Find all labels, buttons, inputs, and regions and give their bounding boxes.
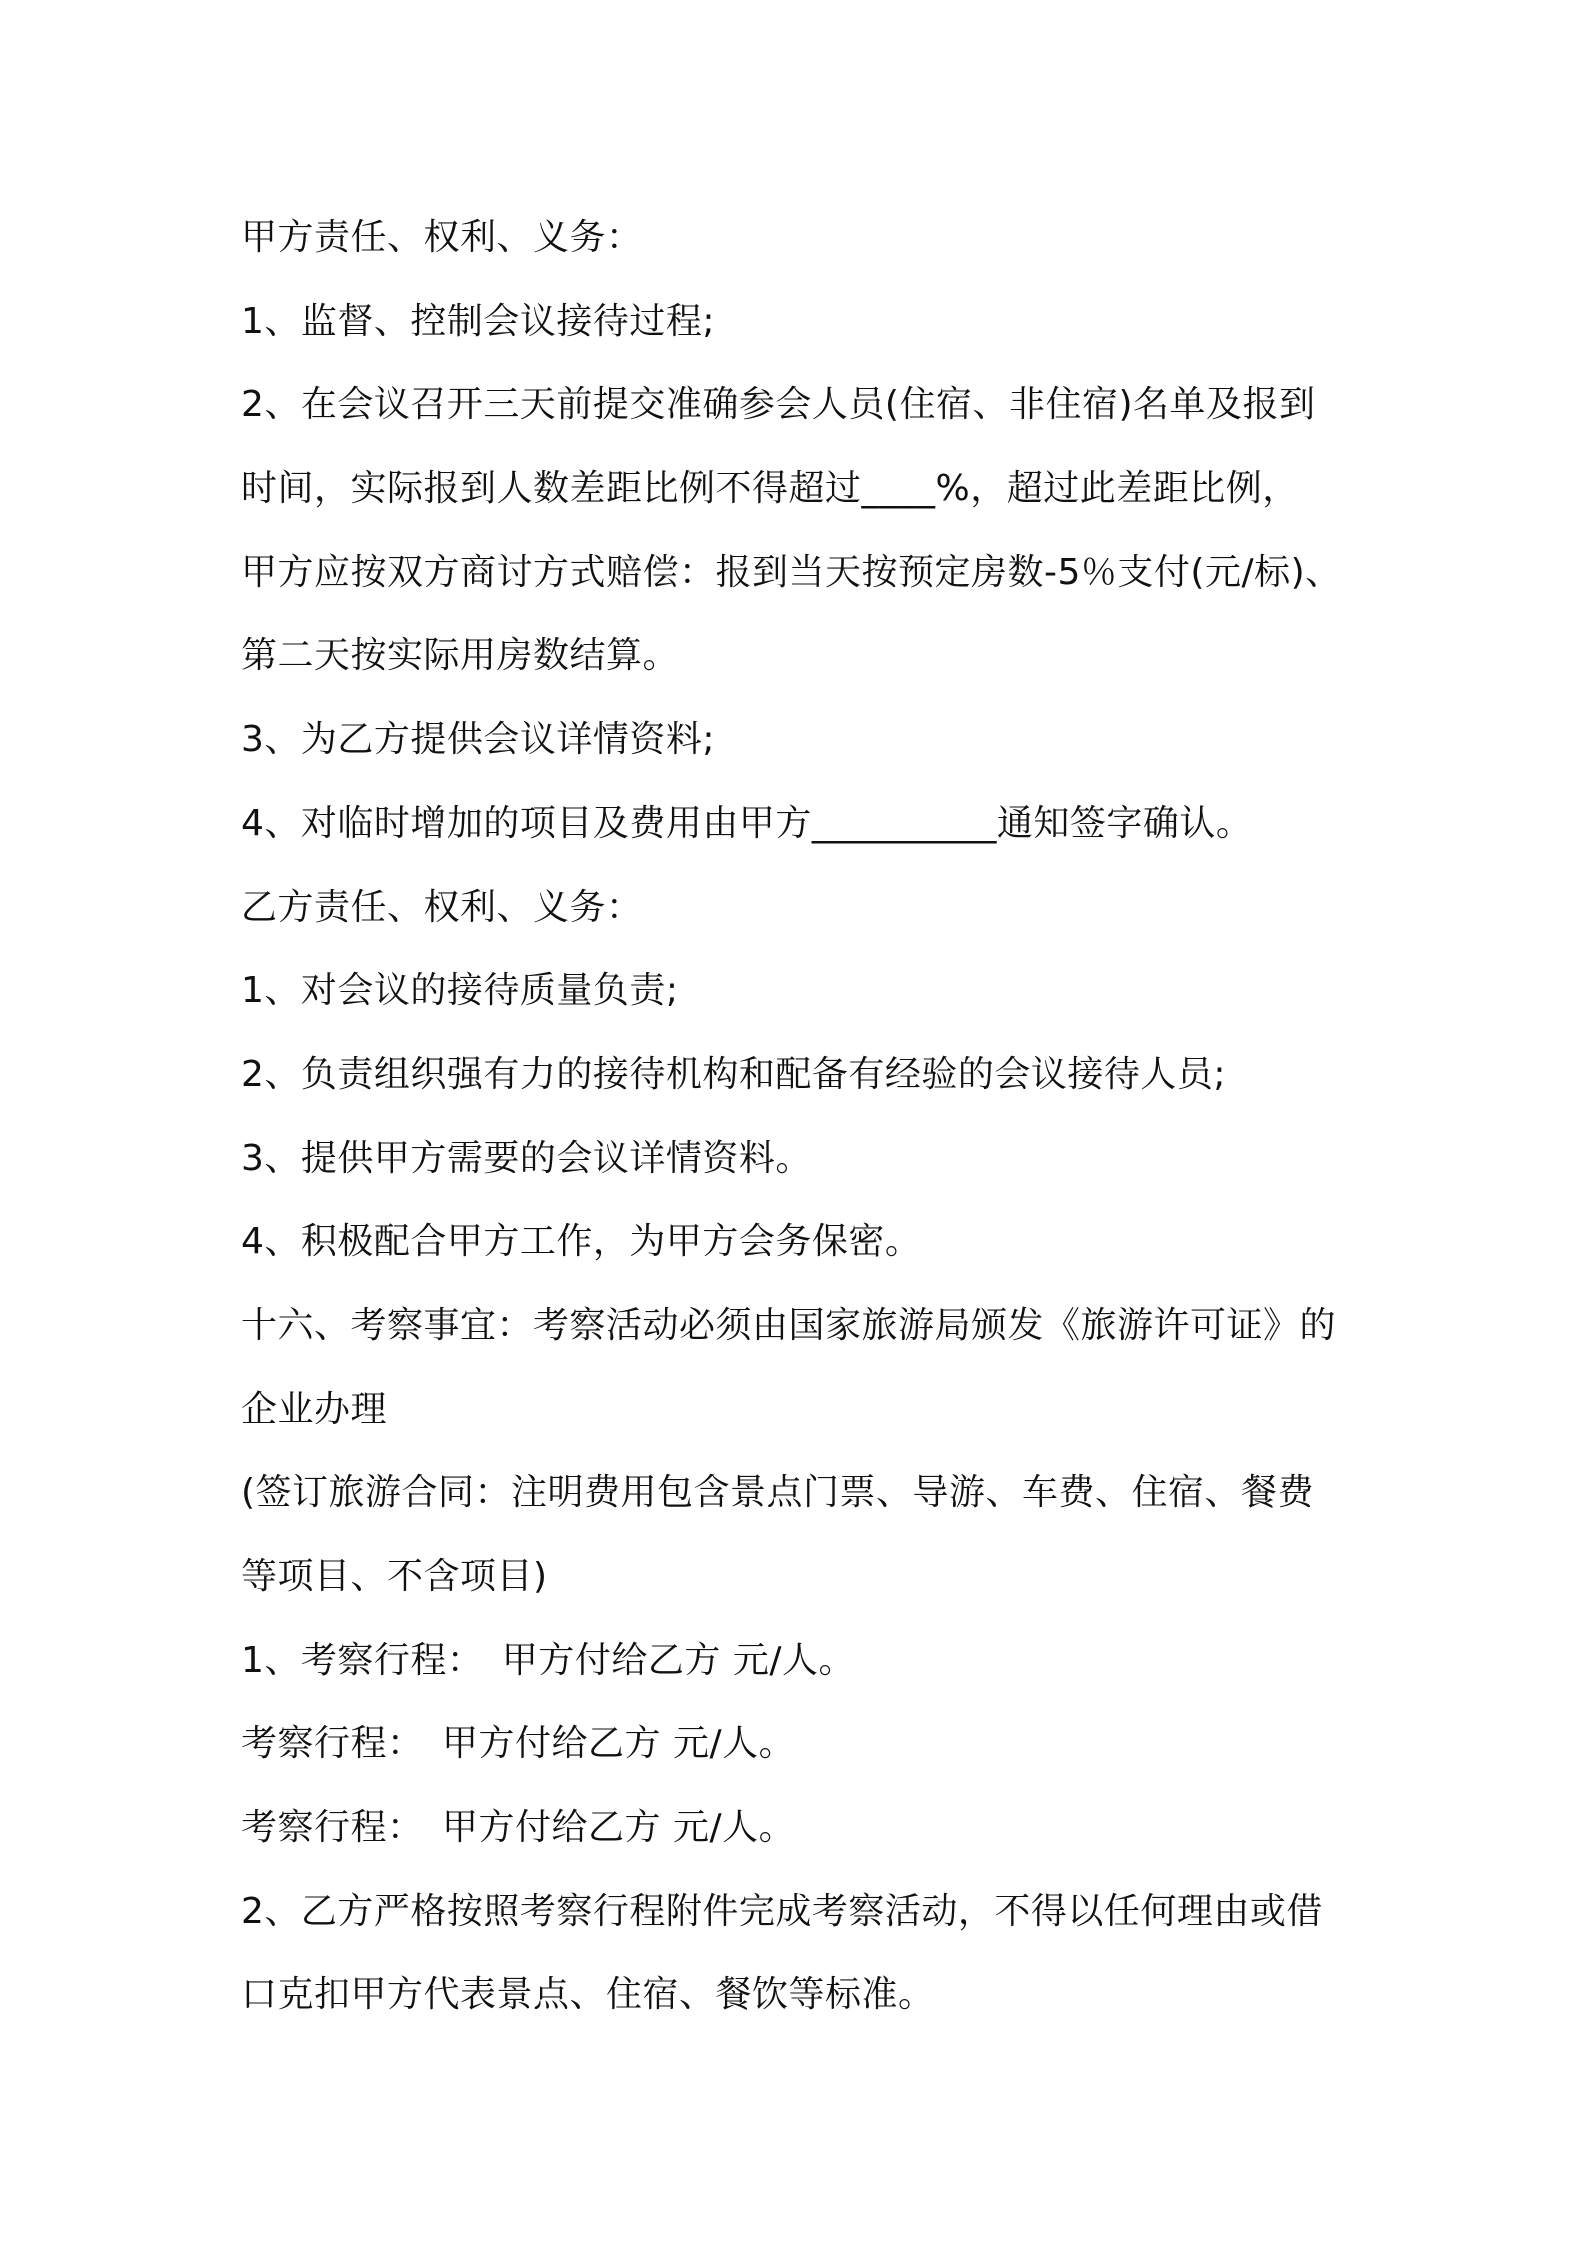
party-a-item-2-cont: 甲方应按双方商讨方式赔偿：报到当天按预定房数-5％支付(元/标)、 xyxy=(241,551,1342,593)
inspection-item-2-cont: 口克扣甲方代表景点、住宿、餐饮等标准。 xyxy=(241,1974,935,2016)
party-a-item-2-cont: 第二天按实际用房数结算。 xyxy=(241,635,680,677)
inspection-item-1: 1、考察行程： 甲方付给乙方 元/人。 xyxy=(241,1639,855,1681)
inspection-note: (签订旅游合同：注明费用包含景点门票、导游、车费、住宿、餐费 xyxy=(241,1472,1315,1514)
party-a-item-2: 2、在会议召开三天前提交准确参会人员(住宿、非住宿)名单及报到 xyxy=(241,384,1316,426)
party-a-item-1: 1、监督、控制会议接待过程; xyxy=(241,300,716,342)
party-b-item-3: 3、提供甲方需要的会议详情资料。 xyxy=(241,1137,812,1179)
inspection-item-2: 2、乙方严格按照考察行程附件完成考察活动，不得以任何理由或借 xyxy=(241,1890,1323,1932)
party-b-item-2: 2、负责组织强有力的接待机构和配备有经验的会议接待人员; xyxy=(241,1053,1227,1095)
document-body xyxy=(241,196,1371,2037)
section-heading-party-a: 甲方责任、权利、义务： xyxy=(241,217,643,258)
party-a-item-4: 4、对临时增加的项目及费用由甲方__________通知签字确认。 xyxy=(241,802,1253,844)
section-heading-inspection: 十六、考察事宜：考察活动必须由国家旅游局颁发《旅游许可证》的 xyxy=(241,1304,1337,1346)
party-a-item-3: 3、为乙方提供会议详情资料; xyxy=(241,719,716,761)
party-b-item-4: 4、积极配合甲方工作，为甲方会务保密。 xyxy=(241,1221,922,1263)
inspection-itinerary-line: 考察行程： 甲方付给乙方 元/人。 xyxy=(241,1723,796,1765)
party-b-item-1: 1、对会议的接待质量负责; xyxy=(241,970,679,1012)
party-a-item-2-cont: 时间，实际报到人数差距比例不得超过____%，超过此差距比例， xyxy=(241,468,1299,510)
inspection-itinerary-line: 考察行程： 甲方付给乙方 元/人。 xyxy=(241,1807,796,1849)
inspection-note-cont: 等项目、不含项目) xyxy=(241,1556,548,1597)
section-heading-party-b: 乙方责任、权利、义务： xyxy=(241,886,643,928)
section-heading-inspection-cont: 企业办理 xyxy=(241,1388,388,1430)
